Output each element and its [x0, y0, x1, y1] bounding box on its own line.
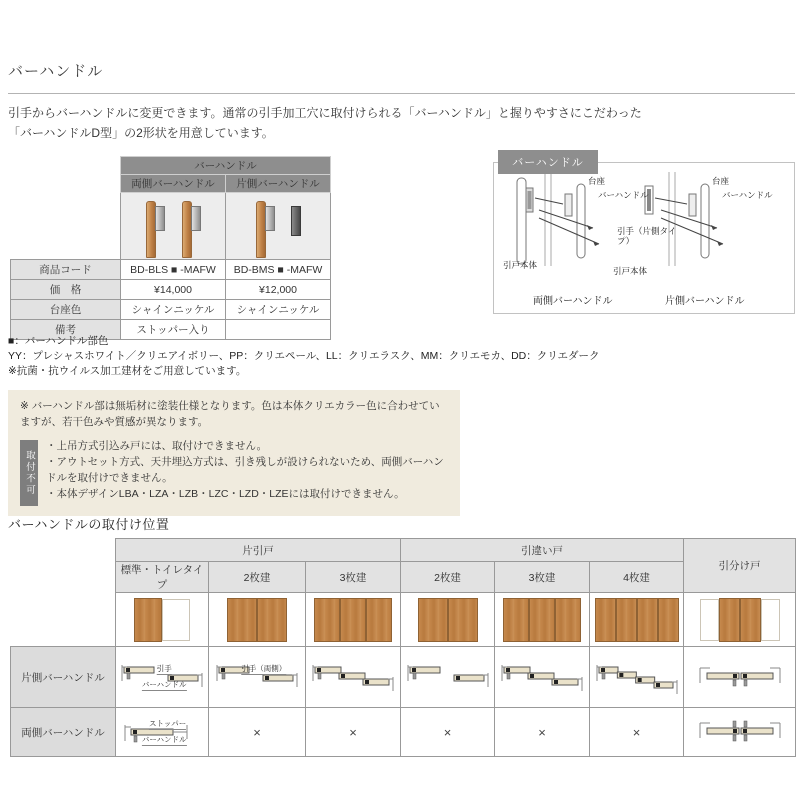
plan-diagram-wrap: [684, 715, 795, 749]
plan-diagram-wrap: [209, 660, 305, 694]
door-group-header: 片引戸: [116, 539, 401, 562]
product-spec-table: [10, 156, 331, 340]
placement-plan-cell: [306, 647, 401, 708]
not-available-cell: [495, 708, 590, 757]
plan-diagram-wrap: [306, 660, 400, 694]
not-available-mark: ×: [632, 724, 641, 740]
placement-plan-diagram: [310, 660, 396, 694]
placement-plan-diagram: [697, 660, 783, 694]
placement-plan-cell: [116, 647, 209, 708]
footnotes: [8, 334, 600, 380]
plan-diagram-wrap: [116, 660, 208, 694]
bar-handle-icon: [145, 201, 165, 257]
bar-handle-icon: [255, 201, 275, 257]
door-illustration: [503, 598, 581, 642]
door-illustration: [595, 598, 679, 642]
product-photo-one-side: [226, 193, 331, 260]
door-image-cell: [306, 593, 401, 647]
placement-row-label: 両側バーハンドル: [11, 708, 116, 757]
recessed-pull-icon: [291, 206, 301, 236]
door-type-header: 2枚建: [401, 562, 495, 593]
spacer: [11, 539, 116, 562]
placement-plan-cell: [495, 647, 590, 708]
column-header-one-side: 片側バーハンドル: [226, 175, 331, 193]
not-available-cell: [401, 708, 495, 757]
spec-value: BD-BMS ■ -MAFW: [226, 260, 331, 280]
plan-bottom-label: バーハンドル: [141, 735, 187, 744]
label-bar-left: バーハンドル: [598, 190, 649, 200]
spacer: [11, 157, 121, 175]
label-hikite-right: 引手（片側タイプ）: [617, 226, 677, 247]
caution-item: ・本体デザインLBA・LZA・LZB・LZC・LZD・LZEには取付けできません。: [46, 488, 405, 501]
legend-title: ■：バーハンドル部色: [8, 335, 109, 347]
door-type-header: 3枚建: [306, 562, 401, 593]
bar-handle-icon: [181, 201, 201, 257]
caution-items: [46, 438, 446, 506]
door-image-cell: [209, 593, 306, 647]
plan-diagram-wrap: [590, 660, 683, 694]
placement-plan-cell: [209, 647, 306, 708]
spec-row-label: 台座色: [11, 300, 121, 320]
not-available-mark: ×: [349, 724, 357, 740]
plan-top-label: 引手: [156, 664, 172, 673]
door-image-cell: [684, 593, 796, 647]
column-header-both-sides: 両側バーハンドル: [121, 175, 226, 193]
paint-note: ※ バーハンドル部は無垢材に塗装仕様となります。色は本体クリエカラー色に合わせていますが、若干色みや質感が異なります。: [20, 400, 440, 428]
spec-value: ストッパー入り: [121, 320, 226, 340]
door-group-header: 引違い戸: [401, 539, 684, 562]
spec-row-label: 価 格: [11, 280, 121, 300]
spec-value: シャインニッケル: [226, 300, 331, 320]
door-type-header: 2枚建: [209, 562, 306, 593]
placement-plan-diagram: [499, 660, 585, 694]
spacer: [11, 593, 116, 647]
placement-plan-cell: [590, 647, 684, 708]
spec-value: BD-BLS ■ -MAFW: [121, 260, 226, 280]
bar-handle-photo: [226, 196, 330, 257]
legend-colors: YY：プレシャスホワイト／クリエアイボリー、PP：クリエペール、LL：クリエラスク、MM：クリエモカ、DD：クリエダーク: [8, 350, 600, 363]
product-group-header: バーハンドル: [121, 157, 331, 175]
not-installable-label: 取付不可: [20, 440, 38, 506]
intro-line-1: 引手からバーハンドルに変更できます。通常の引手加工穴に取付けられる「バーハンドル」と握りやすさにこだわった: [8, 106, 642, 120]
door-image-cell: [401, 593, 495, 647]
door-type-header: 3枚建: [495, 562, 590, 593]
not-available-mark: ×: [538, 724, 546, 740]
door-image-cell: [495, 593, 590, 647]
label-daiza-left: 台座: [588, 176, 606, 186]
caution-item: ・上吊方式引込み戸には、取付けできません。: [46, 439, 268, 452]
caution-item: ・アウトセット方式、天井埋込方式は、引き残しが設けられないため、両側バーハンドルを取付けできません。: [46, 455, 444, 485]
door-illustration: [700, 598, 780, 642]
plan-diagram-wrap: [116, 715, 208, 749]
bar-handle-photo: [121, 196, 225, 257]
antibacterial-note: ※抗菌・抗ウイルス加工建材をご用意しています。: [8, 365, 247, 378]
plan-diagram-wrap: [495, 660, 589, 694]
label-bar-right: バーハンドル: [722, 190, 773, 200]
not-available-mark: ×: [253, 724, 261, 740]
placement-plan-cell: [684, 708, 796, 757]
intro-text: [8, 103, 642, 144]
spec-value: ¥12,000: [226, 280, 331, 300]
caption-one-side: 片側バーハンドル: [665, 296, 745, 307]
plan-diagram-wrap: [684, 660, 795, 694]
intro-line-2: 「バーハンドルD型」の2形状を用意しています。: [8, 126, 274, 141]
title-divider: [8, 93, 795, 94]
spec-value: シャインニッケル: [121, 300, 226, 320]
placement-table: [10, 538, 796, 757]
placement-plan-diagram: [594, 660, 680, 694]
door-illustration: [227, 598, 287, 642]
not-available-cell: [590, 708, 684, 757]
label-body-right: 引戸本体: [613, 266, 648, 276]
placement-plan-cell: [116, 708, 209, 757]
door-image-cell: [116, 593, 209, 647]
spec-row-label: 備考: [11, 320, 121, 340]
placement-row-label: 片側バーハンドル: [11, 647, 116, 708]
label-body-left: 引戸本体: [503, 260, 538, 270]
placement-section-title: バーハンドルの取付け位置: [8, 517, 170, 532]
door-illustration: [134, 598, 190, 642]
not-available-mark: ×: [443, 724, 452, 740]
door-illustration: [418, 598, 478, 642]
door-type-header: 標準・トイレタイプ: [116, 562, 209, 593]
placement-plan-cell: [401, 647, 495, 708]
caption-both-sides: 両側バーハンドル: [533, 296, 613, 307]
door-image-cell: [590, 593, 684, 647]
not-available-cell: [306, 708, 401, 757]
placement-plan-cell: [684, 647, 796, 708]
bar-handle-diagram-panel: [493, 150, 795, 314]
plan-bottom-label: バーハンドル: [141, 680, 187, 689]
diagram-panel-tab: バーハンドル: [498, 150, 598, 174]
door-group-header: 引分け戸: [684, 539, 796, 593]
spec-row-label: 商品コード: [11, 260, 121, 280]
door-type-header: 4枚建: [590, 562, 684, 593]
label-daiza-right: 台座: [712, 176, 730, 186]
not-available-cell: [209, 708, 306, 757]
caution-box: [8, 390, 460, 516]
spacer: [11, 175, 121, 193]
page-title: バーハンドル: [8, 63, 104, 80]
spec-value: ¥14,000: [121, 280, 226, 300]
placement-plan-diagram: [405, 660, 491, 694]
plan-top-label: 引手（両側）: [241, 664, 287, 673]
spacer: [11, 193, 121, 260]
placement-plan-diagram: [697, 715, 783, 749]
spacer: [11, 562, 116, 593]
plan-diagram-wrap: [401, 660, 494, 694]
product-photo-both-sides: [121, 193, 226, 260]
door-illustration: [314, 598, 392, 642]
plan-top-label: ストッパー: [148, 719, 187, 728]
